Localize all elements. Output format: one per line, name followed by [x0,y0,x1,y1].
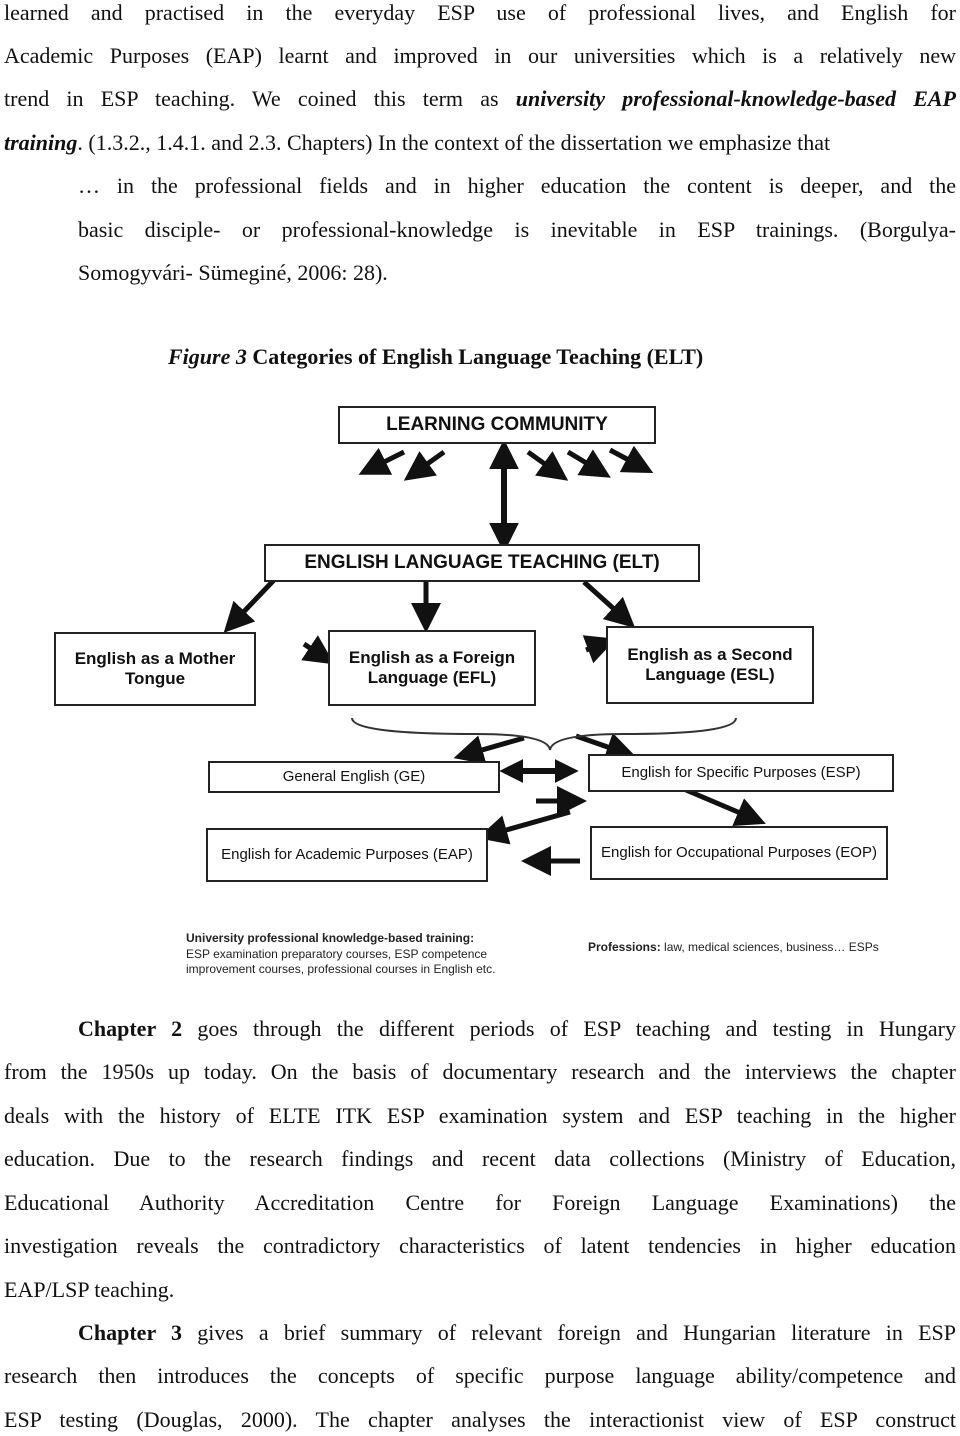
arrow-lc-elt-head-down [494,526,514,546]
professions-text: law, medical sciences, business… ESPs [660,940,879,954]
intro-term-end: training [4,130,78,155]
arrow-lc-elt-head-up [494,446,514,466]
training-note-line-2: improvement courses, professional courses in English etc. [186,962,496,977]
p2-line-2: research then introduces the concepts of specific purpose language ability/competence and [4,1363,956,1388]
arrow-esp-eop [686,790,752,818]
arrow-esp-head [558,764,572,778]
arrow-lc-2 [416,452,444,472]
esp-box: English for Specific Purposes (ESP) [588,754,894,792]
arrow-efl-esl [586,644,602,650]
p1-line-4: education. Due to the research findings and recent data collections (Ministry of Education, [4,1146,956,1171]
chapter-3-label: Chapter 3 [78,1320,183,1345]
p2-line-3: ESP testing (Douglas, 2000). The chapter analyses the interactionist view of ESP construct [4,1407,956,1432]
professions-note [588,940,879,956]
general-english-box: General English (GE) [208,761,500,793]
figure-caption-label: Figure 3 [168,344,247,369]
arrow-mother-efl [304,644,322,656]
intro-line-4 [4,130,830,156]
p2-line-1 [78,1320,956,1346]
p2-line-1-text: gives a brief summary of relevant foreign and Hungarian literature in ESP [182,1320,956,1345]
elt-box: ENGLISH LANGUAGE TEACHING (ELT) [264,544,700,582]
training-note-title: University professional knowledge-based training: [186,931,475,945]
p1-line-6: investigation reveals the contradictory characteristics of latent tendencies in higher education [4,1233,956,1258]
elt-diagram [36,386,960,1000]
chapter-2-label: Chapter 2 [78,1016,183,1041]
intro-term: university professional-knowledge-based EAP [515,86,956,111]
arrow-brace-esp [576,736,622,752]
arrow-lc-1 [372,452,404,468]
p1-line-2: from the 1950s up today. On the basis of documentary research and the interviews the chapter [4,1059,956,1084]
figure-caption [168,344,703,370]
intro-line-3 [4,86,956,112]
p1-line-1 [78,1016,956,1042]
training-note-line-1: ESP examination preparatory courses, ESP competence [186,946,488,961]
mother-tongue-box: English as a Mother Tongue [54,632,256,706]
p1-line-3: deals with the history of ELTE ITK ESP examination system and ESP teaching in the higher [4,1103,956,1128]
quote-line-3: Somogyvári- Sümeginé, 2006: 28). [78,260,388,285]
intro-line-4-text: . (1.3.2., 1.4.1. and 2.3. Chapters) In the context of the dissertation we emphasize that [77,130,831,155]
arrow-elt-esl [584,582,624,618]
eop-box: English for Occupational Purposes (EOP) [590,826,888,880]
arrow-lc-5 [610,450,640,466]
figure-caption-title: Categories of English Language Teaching (ELT) [252,344,704,369]
arrow-ge-head [506,764,520,778]
quote-line-1: … in the professional fields and in higher education the content is deeper, and the [78,173,956,198]
professions-label: Professions: [588,940,661,954]
learning-community-box: LEARNING COMMUNITY [338,406,656,444]
p1-line-5: Educational Authority Accreditation Centre for Foreign Language Examinations) the [4,1190,956,1215]
arrow-elt-mother [234,580,274,622]
intro-line-2: Academic Purposes (EAP) learnt and improved in our universities which is a relatively new [4,43,956,68]
intro-line-3-text: trend in ESP teaching. We coined this term as [4,86,516,111]
quote-line-2: basic disciple- or professional-knowledge is inevitable in ESP trainings. (Borgulya- [78,217,956,242]
efl-box: English as a Foreign Language (EFL) [328,630,536,706]
brace-efl-esl [352,718,736,750]
p1-line-7: EAP/LSP teaching. [4,1277,175,1302]
esl-box: English as a Second Language (ESL) [606,626,814,704]
arrow-brace-ge [468,738,524,754]
eap-box: English for Academic Purposes (EAP) [206,828,488,882]
p1-line-1-text: goes through the different periods of ESP teaching and testing in Hungary [182,1016,956,1041]
training-note [186,931,495,978]
arrow-esp-eap [492,812,570,834]
arrow-lc-3 [528,452,556,472]
intro-line-1: learned and practised in the everyday ESP use of professional lives, and English for [4,0,956,25]
arrow-lc-4 [568,452,598,470]
